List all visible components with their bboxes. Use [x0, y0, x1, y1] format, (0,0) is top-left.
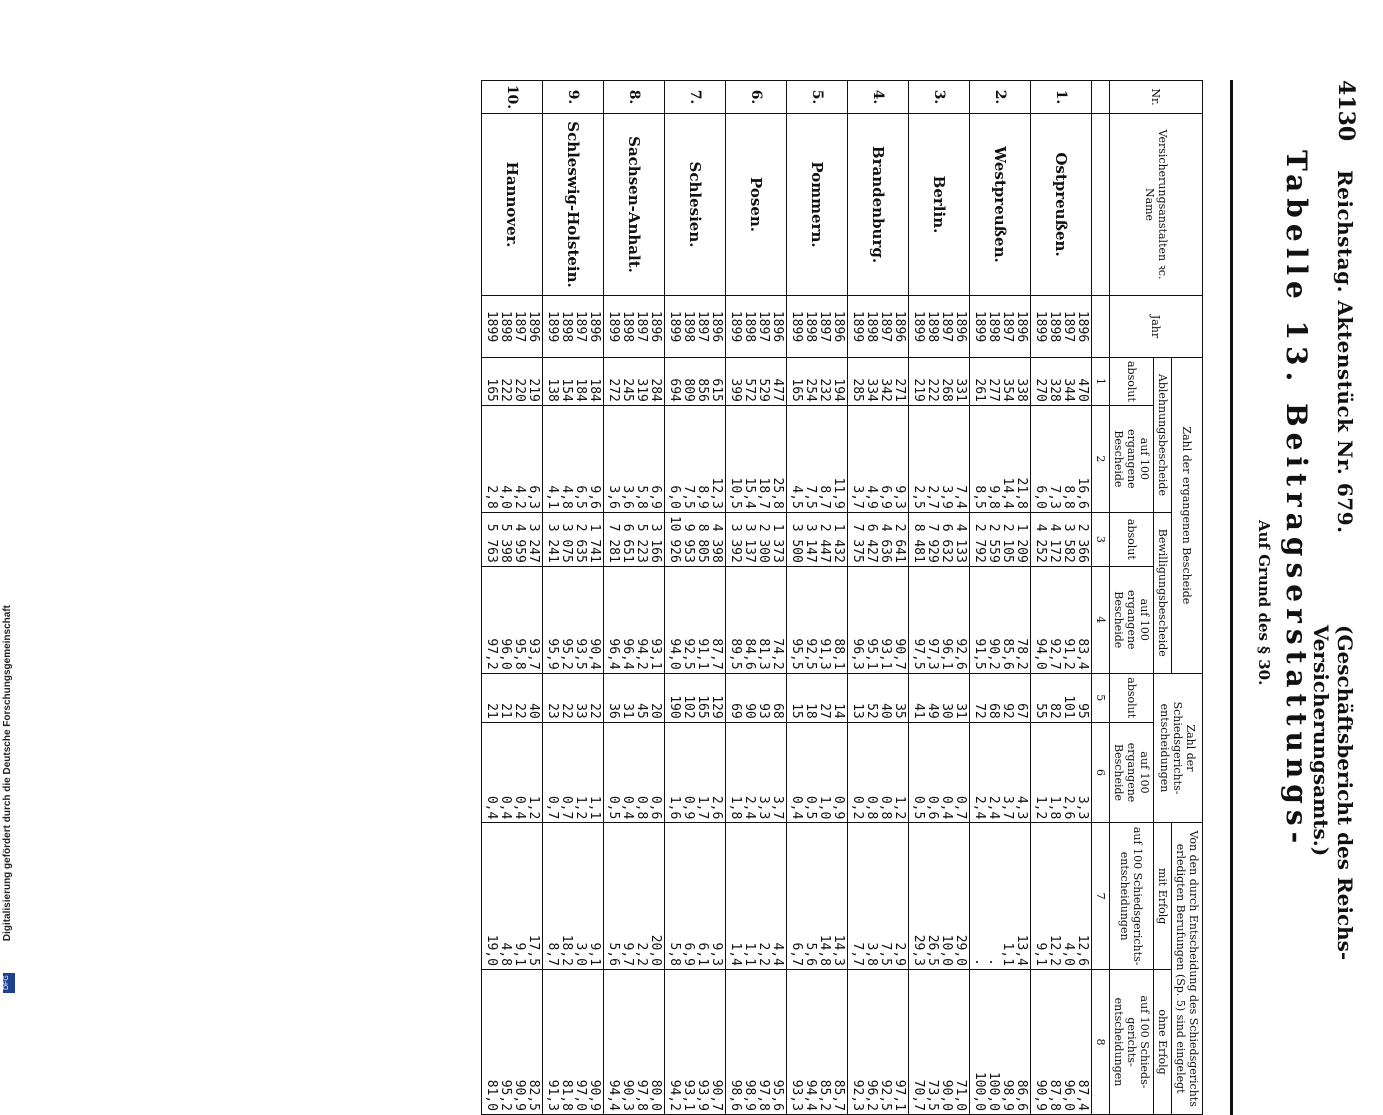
- row-col-6: 0,9 1,0 0,5 0,4: [787, 722, 848, 823]
- head-per100-7: auf 100 Schiedsgerichts-entscheidungen: [1110, 823, 1154, 970]
- row-name: Hannover.: [482, 114, 543, 296]
- table-body: [482, 81, 1092, 1115]
- row-col-6: 0,6 0,8 0,4 0,5: [604, 722, 665, 823]
- head-per100-8: auf 100 Schieds-gerichts-entscheidungen: [1110, 970, 1154, 1115]
- row-col-1: 219 220 222 165: [482, 358, 543, 406]
- row-name: Schleswig-Holstein.: [543, 114, 604, 296]
- row-col-7: 2,9 7,5 3,8 7,7: [848, 823, 909, 970]
- row-col-6: 1,2 0,4 0,4 0,4: [482, 722, 543, 823]
- table-row: [848, 81, 909, 1115]
- row-col-5: 20 45 31 36: [604, 673, 665, 722]
- row-col-5: 129 165 102 190: [665, 673, 726, 722]
- row-col-8: 80,0 97,8 90,3 94,4: [604, 970, 665, 1115]
- row-col-4: 93,7 95,8 96,0 97,2: [482, 566, 543, 673]
- colno-1: 1: [1092, 358, 1110, 406]
- row-col-7: 17,5 9,1 4,8 19,0: [482, 823, 543, 970]
- head-a2: Ablehnungsbescheide: [1154, 358, 1172, 513]
- table-row: [482, 81, 543, 1115]
- colno-blank-3: [1092, 296, 1110, 358]
- row-col-4: 83,4 91,2 92,7 94,0: [1031, 566, 1092, 673]
- head-per100-4: auf 100 ergangene Bescheide: [1110, 566, 1154, 673]
- row-col-7: 20,0 2,2 9,7 5,6: [604, 823, 665, 970]
- row-col-8: 85,7 85,2 94,4 93,3: [787, 970, 848, 1115]
- row-col-1: 194 232 254 165: [787, 358, 848, 406]
- row-number: 2.: [970, 81, 1031, 114]
- row-number: 8.: [604, 81, 665, 114]
- row-number: 1.: [1031, 81, 1092, 114]
- row-col-2: 9,6 6,5 4,8 4,1: [543, 405, 604, 512]
- row-number: 5.: [787, 81, 848, 114]
- table-subtitle: Auf Grund des § 30.: [1255, 520, 1273, 686]
- row-col-2: 11,9 8,7 7,5 4,5: [787, 405, 848, 512]
- row-col-5: 40 22 21 21: [482, 673, 543, 722]
- row-number: 6.: [726, 81, 787, 114]
- row-years: 1896 1897 1898 1899: [970, 296, 1031, 358]
- row-name: Westpreußen.: [970, 114, 1031, 296]
- row-col-8: 82,5 90,9 95,2 81,0: [482, 970, 543, 1115]
- row-col-5: 68 93 90 69: [726, 673, 787, 722]
- row-col-8: 97,1 92,5 96,2 92,3: [848, 970, 909, 1115]
- row-col-5: 22 33 22 23: [543, 673, 604, 722]
- row-col-8: 87,4 96,0 87,8 90,9: [1031, 970, 1092, 1115]
- row-number: 3.: [909, 81, 970, 114]
- dfg-logo-icon: DFG: [3, 973, 15, 993]
- head-a1: Bewilligungsbescheide: [1154, 512, 1172, 673]
- head-abs-1: absolut: [1110, 358, 1154, 406]
- colno-5: 5: [1092, 673, 1110, 722]
- row-col-4: 93,1 94,2 96,4 96,4: [604, 566, 665, 673]
- row-col-7: 29,0 10,0 26,5 29,3: [909, 823, 970, 970]
- running-head-2: (Geschäftsbericht des Reichs-Versicherungsamts.): [1309, 625, 1357, 961]
- row-col-1: 331 268 222 219: [909, 358, 970, 406]
- row-col-6: 3,3 2,6 1,8 1,2: [1031, 722, 1092, 823]
- row-col-5: 35 40 52 13: [848, 673, 909, 722]
- row-col-6: 1,1 1,2 0,7 0,7: [543, 722, 604, 823]
- row-number: 10.: [482, 81, 543, 114]
- row-col-2: 12,3 8,9 7,5 6,0: [665, 405, 726, 512]
- row-years: 1896 1897 1898 1899: [1031, 296, 1092, 358]
- row-col-5: 14 27 18 15: [787, 673, 848, 722]
- row-col-1: 184 184 154 138: [543, 358, 604, 406]
- row-col-4: 78,2 85,6 90,2 91,5: [970, 566, 1031, 673]
- table-row: [604, 81, 665, 1115]
- row-years: 1896 1897 1898 1899: [787, 296, 848, 358]
- head-group-b: Zahl der Schiedsgerichts-entscheidungen: [1154, 673, 1203, 823]
- head-c2: ohne Erfolg: [1154, 970, 1172, 1115]
- row-col-2: 9,3 6,9 4,9 3,7: [848, 405, 909, 512]
- row-col-4: 90,4 93,5 95,2 95,9: [543, 566, 604, 673]
- row-col-3: 4 398 8 805 9 953 10 926: [665, 512, 726, 566]
- row-number: 9.: [543, 81, 604, 114]
- row-name: Pommern.: [787, 114, 848, 296]
- row-years: 1896 1897 1898 1899: [726, 296, 787, 358]
- row-col-3: 1 209 2 105 2 559 2 792: [970, 512, 1031, 566]
- top-rule: [1230, 80, 1233, 1115]
- row-number: 4.: [848, 81, 909, 114]
- row-col-3: 3 166 5 223 6 651 7 281: [604, 512, 665, 566]
- row-col-2: 25,8 18,7 15,4 10,5: [726, 405, 787, 512]
- table-row: [787, 81, 848, 1115]
- row-name: Ostpreußen.: [1031, 114, 1092, 296]
- table-row: [665, 81, 726, 1115]
- row-name: Sachsen-Anhalt.: [604, 114, 665, 296]
- row-col-2: 6,9 5,8 3,6 3,6: [604, 405, 665, 512]
- row-years: 1896 1897 1898 1899: [482, 296, 543, 358]
- row-col-7: 9,3 6,1 6,9 5,8: [665, 823, 726, 970]
- row-name: Schlesien.: [665, 114, 726, 296]
- head-name: Versicherungsanstalten ꝛc. Name: [1110, 114, 1203, 296]
- row-col-6: 2,6 1,7 0,9 1,6: [665, 722, 726, 823]
- head-group-c: Von den durch Entscheidung des Schiedsgerichts erledigten Berufungen (Sp. 5) sind eingelegt: [1172, 823, 1203, 1115]
- row-col-4: 87,7 91,1 92,5 94,0: [665, 566, 726, 673]
- row-col-1: 271 342 334 285: [848, 358, 909, 406]
- row-col-1: 284 319 245 272: [604, 358, 665, 406]
- row-col-3: 1 432 2 447 3 147 3 500: [787, 512, 848, 566]
- row-col-6: 4,3 3,7 2,4 2,4: [970, 722, 1031, 823]
- row-col-2: 21,8 14,4 9,8 8,5: [970, 405, 1031, 512]
- colno-6: 6: [1092, 722, 1110, 823]
- head-abs-3: absolut: [1110, 512, 1154, 566]
- row-col-7: 4,4 2,2 1,1 1,4: [726, 823, 787, 970]
- colno-blank-2: [1092, 114, 1110, 296]
- row-col-3: 1 373 2 300 3 137 3 392: [726, 512, 787, 566]
- row-years: 1896 1897 1898 1899: [604, 296, 665, 358]
- row-col-8: 71,0 90,0 73,5 70,7: [909, 970, 970, 1115]
- row-col-3: 2 366 3 582 4 172 4 252: [1031, 512, 1092, 566]
- table-row: [1031, 81, 1092, 1115]
- row-col-7: 9,1 3,0 18,2 8,7: [543, 823, 604, 970]
- dfg-credit-text: Digitalisierung gefördert durch die Deutsche Forschungsgemeinschaft: [2, 605, 13, 942]
- row-number: 7.: [665, 81, 726, 114]
- row-col-3: 2 641 4 636 6 427 7 375: [848, 512, 909, 566]
- row-col-1: 338 354 277 261: [970, 358, 1031, 406]
- head-nr: Nr.: [1110, 81, 1203, 114]
- table-row: [909, 81, 970, 1115]
- row-col-7: 14,3 14,8 5,6 6,7: [787, 823, 848, 970]
- row-col-8: 95,6 97,8 98,9 98,6: [726, 970, 787, 1115]
- row-col-8: 86,6 98,9 100,0 100,0: [970, 970, 1031, 1115]
- colno-3: 3: [1092, 512, 1110, 566]
- row-col-6: 0,7 0,4 0,6 0,5: [909, 722, 970, 823]
- row-col-8: 90,9 97,0 81,8 91,3: [543, 970, 604, 1115]
- row-col-4: 74,2 81,3 84,6 89,5: [726, 566, 787, 673]
- row-years: 1896 1897 1898 1899: [665, 296, 726, 358]
- colno-2: 2: [1092, 405, 1110, 512]
- row-years: 1896 1897 1898 1899: [543, 296, 604, 358]
- row-col-5: 95 101 82 55: [1031, 673, 1092, 722]
- row-col-4: 88,1 91,3 92,5 95,5: [787, 566, 848, 673]
- table-row: [970, 81, 1031, 1115]
- colno-4: 4: [1092, 566, 1110, 673]
- head-group-a: Zahl der ergangenen Bescheide: [1172, 358, 1203, 674]
- head-per100-2: auf 100 ergangene Bescheide: [1110, 405, 1154, 512]
- running-head: Reichstag. Aktenstück Nr. 679.: [1333, 170, 1357, 534]
- row-col-6: 1,2 0,8 0,8 0,2: [848, 722, 909, 823]
- page-number: 4130: [1333, 80, 1359, 142]
- row-col-2: 16,6 8,8 7,3 6,0: [1031, 405, 1092, 512]
- head-year: Jahr: [1110, 296, 1203, 358]
- row-col-2: 7,4 3,9 2,7 2,5: [909, 405, 970, 512]
- row-col-5: 67 92 68 72: [970, 673, 1031, 722]
- dfg-credit: [2, 605, 16, 995]
- row-col-1: 470 344 328 270: [1031, 358, 1092, 406]
- colno-blank-1: [1092, 81, 1110, 114]
- row-years: 1896 1897 1898 1899: [909, 296, 970, 358]
- colno-8: 8: [1092, 970, 1110, 1115]
- head-abs-5: absolut: [1110, 673, 1154, 722]
- row-col-4: 92,6 96,1 97,3 97,5: [909, 566, 970, 673]
- row-col-5: 31 30 49 41: [909, 673, 970, 722]
- row-col-3: 3 247 4 959 5 398 5 763: [482, 512, 543, 566]
- row-years: 1896 1897 1898 1899: [848, 296, 909, 358]
- row-name: Berlin.: [909, 114, 970, 296]
- row-col-2: 6,3 4,2 4,0 2,8: [482, 405, 543, 512]
- table-title: Tabelle 13. Beitragserstattungs-: [1280, 150, 1313, 850]
- running-header: [1309, 0, 1359, 1000]
- head-c1: mit Erfolg: [1154, 823, 1172, 970]
- row-col-1: 615 856 809 694: [665, 358, 726, 406]
- row-col-3: 1 741 2 635 3 075 3 241: [543, 512, 604, 566]
- row-col-7: 12,6 4,0 12,2 9,1: [1031, 823, 1092, 970]
- head-per100-6: auf 100 ergangene Bescheide: [1110, 722, 1154, 823]
- row-name: Brandenburg.: [848, 114, 909, 296]
- row-col-6: 3,7 3,3 2,4 1,8: [726, 722, 787, 823]
- row-col-3: 4 133 6 632 7 929 8 481: [909, 512, 970, 566]
- row-col-1: 477 529 572 399: [726, 358, 787, 406]
- table-row: [726, 81, 787, 1115]
- table-row: [543, 81, 604, 1115]
- row-col-8: 90,7 93,9 93,1 94,2: [665, 970, 726, 1115]
- colno-7: 7: [1092, 823, 1110, 970]
- statistics-table: [481, 80, 1203, 1115]
- row-col-7: 13,4 1,1 . .: [970, 823, 1031, 970]
- row-name: Posen.: [726, 114, 787, 296]
- row-col-4: 90,7 93,1 95,1 96,3: [848, 566, 909, 673]
